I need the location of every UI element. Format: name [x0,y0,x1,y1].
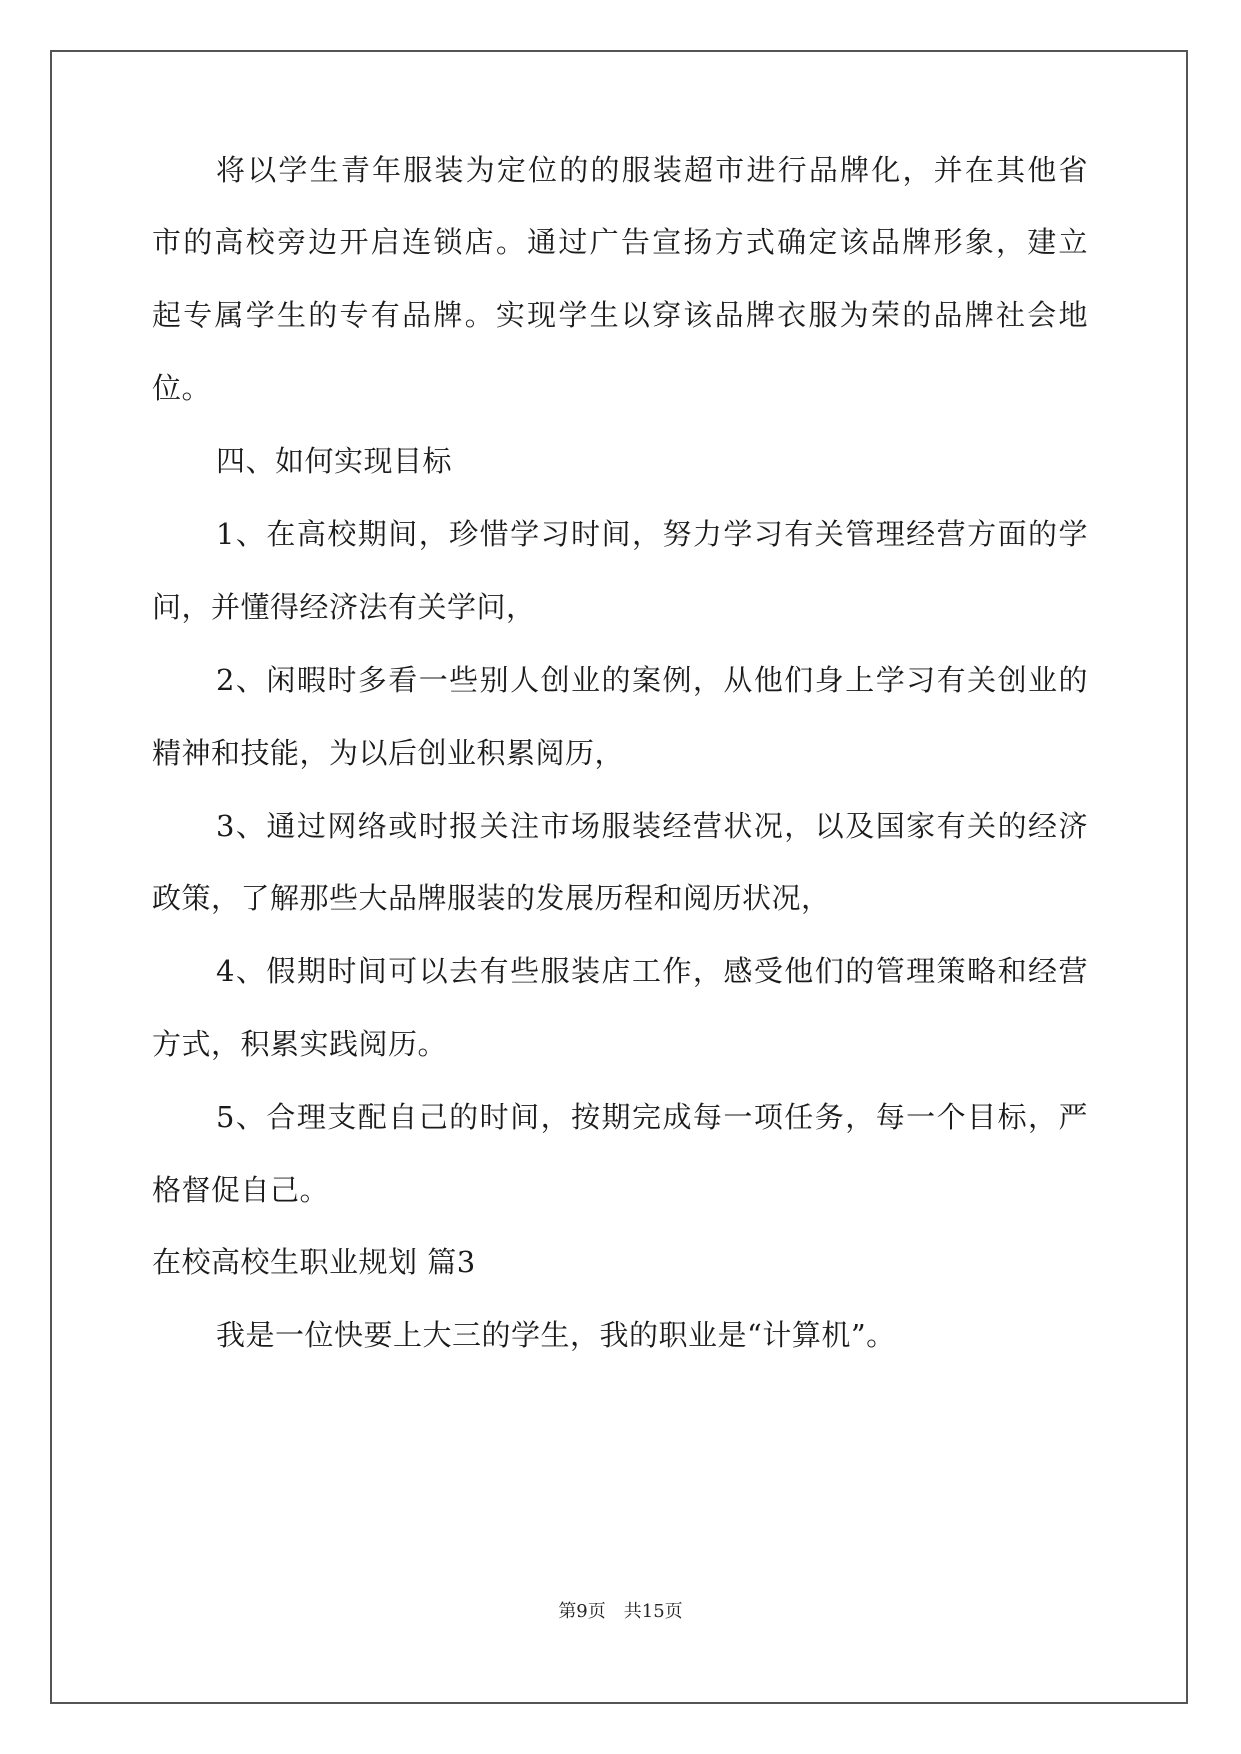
paragraph-line: 2、闲暇时多看一些别人创业的案例，从他们身上学习有关创业的 [216,663,1088,697]
paragraph-line: 5、合理支配自己的时间，按期完成每一项任务，每一个目标，严 [216,1100,1088,1134]
paragraph-line: 位。 [152,371,212,405]
paragraph-line: 方式，积累实践阅历。 [152,1027,448,1061]
paragraph-line: 精神和技能，为以后创业积累阅历， [152,736,625,770]
paragraph-line: 政策，了解那些大品牌服装的发展历程和阅历状况， [152,881,831,915]
paragraph-line: 格督促自己。 [152,1173,330,1207]
paragraph-line: 市的高校旁边开启连锁店。通过广告宣扬方式确定该品牌形象，建立 [152,225,1088,259]
article-title: 在校高校生职业规划 篇3 [152,1245,476,1279]
paragraph-line: 3、通过网络或时报关注市场服装经营状况，以及国家有关的经济 [216,809,1088,843]
section-heading: 四、如何实现目标 [216,444,453,478]
page-number-footer: 第9页 共15页 [558,1601,683,1622]
paragraph-line: 问，并懂得经济法有关学问， [152,590,536,624]
paragraph-line: 我是一位快要上大三的学生，我的职业是“计算机”。 [216,1318,896,1352]
paragraph-line: 4、假期时间可以去有些服装店工作，感受他们的管理策略和经营 [216,954,1088,988]
paragraph-line: 1、在高校期间，珍惜学习时间，努力学习有关管理经营方面的学 [216,517,1088,551]
paragraph-line: 将以学生青年服装为定位的的服装超市进行品牌化，并在其他省 [216,153,1088,187]
paragraph-line: 起专属学生的专有品牌。实现学生以穿该品牌衣服为荣的品牌社会地 [152,298,1088,332]
